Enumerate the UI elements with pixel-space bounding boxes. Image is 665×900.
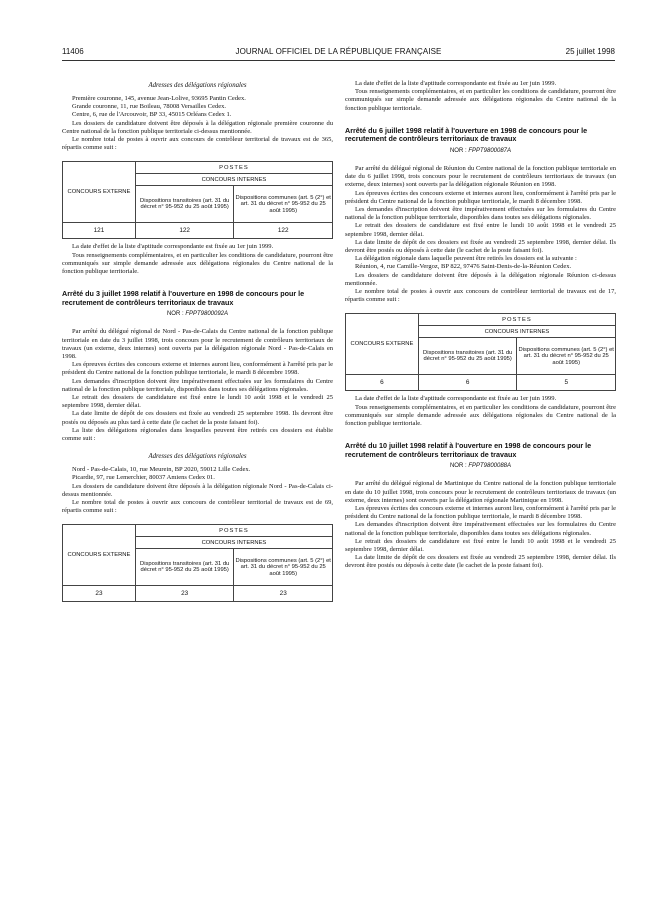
- left-column: [62, 80, 333, 606]
- table-header-postes: POSTES: [135, 525, 332, 537]
- paragraph: Les dossiers de candidature doivent être déposés à la délégation régionale Nord - Pas-de-Calais ci-dessus mentionnée.: [62, 482, 333, 498]
- issue-date: 25 juillet 1998: [565, 47, 615, 56]
- paragraph: Les dossiers de candidature doivent être déposés à la délégation régionale première couronne du Centre national de la fonction publique territoriale ci-dessus mentionnée.: [62, 119, 333, 135]
- table-value: 6: [346, 375, 419, 391]
- paragraph: Le retrait des dossiers de candidature est fixé entre le lundi 10 août 1998 et le vendredi 25 septembre 1998, dernier délai.: [345, 222, 616, 238]
- article-title: Arrêté du 6 juillet 1998 relatif à l'ouverture en 1998 de concours pour le recrutement de contrôleurs territoriaux de travaux: [345, 125, 588, 144]
- page-number: 11406: [62, 47, 84, 56]
- table-header-postes: POSTES: [135, 162, 332, 174]
- postes-table: [62, 161, 333, 239]
- table-cell-concours-externe: CONCOURS EXTERNE: [346, 314, 419, 375]
- table-value: 23: [234, 586, 333, 602]
- paragraph: Le nombre total de postes à ouvrir aux concours de contrôleur territorial de travaux est de 69, répartis comme suit :: [62, 499, 333, 515]
- paragraph: Le retrait des dossiers de candidature est fixé entre le lundi 10 août 1998 et le vendredi 25 septembre 1998, dernier délai.: [345, 537, 616, 554]
- address-line: Picardie, 97, rue Lemerchier, 80037 Amiens Cedex 01.: [72, 474, 215, 482]
- table-header-concours-internes: CONCOURS INTERNES: [418, 326, 615, 338]
- journal-title: JOURNAL OFFICIEL DE LA RÉPUBLIQUE FRANÇAISE: [235, 47, 442, 56]
- nor-reference: NOR : FPPT9800087A: [449, 148, 512, 154]
- paragraph: Le nombre total de postes à ouvrir aux concours de contrôleur territorial de travaux est de 17, répartis comme suit :: [345, 288, 616, 304]
- paragraph: La date limite de dépôt de ces dossiers est fixée au vendredi 25 septembre 1998, dernier délai. Ils devront être postés ou déposés à cette date (le cachet de la poste faisant foi).: [345, 238, 616, 255]
- paragraph: La liste des délégations régionales dans lesquelles peuvent être retirés ces dossiers est établie comme suit :: [62, 426, 333, 443]
- paragraph: La date d'effet de la liste d'aptitude correspondante est fixée au 1er juin 1999.: [355, 80, 557, 87]
- paragraph: Par arrêté du délégué régional de Réunion du Centre national de la fonction publique territoriale en date du 6 juillet 1998, trois concours pour le recrutement de contrôleurs territoriaux de travaux (un externe, deux internes) sont ouverts par la délégation régionale Réunion en 1998.: [345, 165, 616, 189]
- table-cell-dispositions-communes: Dispositions communes (art. 5 (2°) et art. 31 du décret n° 95-952 du 25 août 1995): [234, 549, 333, 586]
- paragraph: La date d'effet de la liste d'aptitude correspondante est fixée au 1er juin 1999.: [355, 395, 557, 403]
- paragraph: La date limite de dépôt de ces dossiers est fixée au vendredi 25 septembre 1998. Ils devront être postés ou déposés au plus tard à cette date (le cachet de la poste faisant foi).: [62, 410, 333, 426]
- paragraph: Les demandes d'inscription doivent être impérativement effectuées sur les formulaires du Centre national de la fonction publique territoriale, disponibles dans toutes ses délégations régionales.: [62, 377, 333, 393]
- table-cell-dispositions-transitoires: Dispositions transitoires (art. 31 du décret n° 95-952 du 25 août 1995): [418, 338, 517, 375]
- address-line: Grande couronne, 11, rue Boileau, 78008 Versailles Cedex.: [72, 103, 226, 111]
- paragraph: La date d'effet de la liste d'aptitude correspondante est fixée au 1er juin 1999.: [72, 243, 274, 251]
- paragraph: Tous renseignements complémentaires, et en particulier les conditions de candidature, pourront être communiqués sur simple demande adressée aux délégations régionales du Centre national de la fonction publique territoriale.: [62, 251, 333, 276]
- postes-table: [62, 524, 333, 602]
- article-title: Arrêté du 3 juillet 1998 relatif à l'ouverture en 1998 de concours pour le recrutement de contrôleurs territoriaux de travaux: [62, 289, 305, 307]
- table-value: 122: [234, 223, 333, 239]
- paragraph: Les dossiers de candidature doivent être déposés à la délégation régionale Réunion ci-dessus mentionnée.: [345, 271, 616, 287]
- table-cell-concours-externe: CONCOURS EXTERNE: [63, 525, 136, 586]
- address-line: Réunion, 4, rue Camille-Vergoz, BP 822, 97476 Saint-Denis-de-la-Réunion Cedex.: [355, 263, 572, 271]
- nor-reference: NOR : FPPT9800092A: [166, 311, 229, 318]
- paragraph: Par arrêté du délégué régional de Nord - Pas-de-Calais du Centre national de la fonction publique territoriale en date du 3 juillet 1998, trois concours pour le recrutement de contrôleurs territoriaux de travaux (un externe, deux internes) sont ouverts par la délégation régionale Nord - Pas-de-Calais en 1998.: [62, 328, 333, 361]
- table-header-concours-internes: CONCOURS INTERNES: [135, 537, 332, 549]
- paragraph: Les épreuves écrites des concours externe et internes auront lieu, conformément à l'arrêté pris par le président du Centre national de la fonction publique territoriale, le mardi 8 décembre 1998.: [345, 505, 616, 521]
- table-value: 122: [135, 223, 234, 239]
- table-cell-dispositions-transitoires: Dispositions transitoires (art. 31 du décret n° 95-952 du 25 août 1995): [135, 549, 234, 586]
- table-cell-concours-externe: CONCOURS EXTERNE: [63, 162, 136, 223]
- table-value: 23: [135, 586, 234, 602]
- postes-table: [345, 313, 616, 391]
- page-header: [62, 47, 615, 61]
- paragraph: La date limite de dépôt de ces dossiers est fixée au vendredi 25 septembre 1998, dernier délai. Ils devront être postés ou déposés à cette date (le cachet de la poste faisant foi).: [345, 554, 616, 570]
- address-line: Nord - Pas-de-Calais, 10, rue Meurein, BP 2020, 59012 Lille Cedex.: [72, 466, 251, 474]
- right-column: [345, 80, 616, 571]
- table-value: 23: [63, 586, 136, 602]
- article-title: Arrêté du 10 juillet 1998 relatif à l'ouverture en 1998 de concours pour le recrutement de contrôleurs territoriaux de travaux: [345, 441, 592, 459]
- section-heading: Adresses des délégations régionales: [148, 453, 247, 461]
- paragraph: Tous renseignements complémentaires, et en particulier les conditions de candidature, pourront être communiqués sur simple demande adressée aux délégations régionales du Centre national de la fonction publique territoriale.: [345, 88, 616, 112]
- paragraph: Tous renseignements complémentaires, et en particulier les conditions de candidature, pourront être communiqués sur simple demande adressée aux délégations régionales du Centre national de la fonction publique territoriale.: [345, 403, 616, 428]
- table-value: 121: [63, 223, 136, 239]
- table-value: 6: [418, 375, 517, 391]
- table-header-concours-internes: CONCOURS INTERNES: [135, 174, 332, 186]
- table-value: 5: [517, 375, 616, 391]
- address-line: Première couronne, 145, avenue Jean-Lolive, 93695 Pantin Cedex.: [72, 95, 246, 102]
- table-cell-dispositions-communes: Dispositions communes (art. 5 (2°) et art. 31 du décret n° 95-952 du 25 août 1995): [234, 186, 333, 223]
- paragraph: Les épreuves écrites des concours externe et internes auront lieu, conformément à l'arrêté pris par le président du Centre national de la fonction publique territoriale, le mardi 8 décembre 1998.: [62, 361, 333, 377]
- section-heading: Adresses des délégations régionales: [148, 82, 247, 89]
- paragraph: Le nombre total de postes à ouvrir aux concours de contrôleur territorial de travaux est de 365, répartis comme suit :: [62, 136, 333, 152]
- table-header-postes: POSTES: [418, 314, 615, 326]
- address-line: Centre, 6, rue de l'Arcouvoir, BP 33, 45015 Orléans Cedex 1.: [72, 111, 232, 119]
- table-cell-dispositions-communes: Dispositions communes (art. 5 (2°) et art. 31 du décret n° 95-952 du 25 août 1995): [517, 338, 616, 375]
- nor-reference: NOR : FPPT9800088A: [449, 463, 512, 470]
- paragraph: Les demandes d'inscription doivent être impérativement effectuées sur les formulaires du Centre national de la fonction publique territoriale, disponibles dans toutes ses délégations régionales.: [345, 206, 616, 222]
- paragraph: Le retrait des dossiers de candidature est fixé entre le lundi 10 août 1998 et le vendredi 25 septembre 1998, dernier délai.: [62, 394, 333, 410]
- paragraph: Les épreuves écrites des concours externe et internes auront lieu, conformément à l'arrêté pris par le président du Centre national de la fonction publique territoriale, le mardi 8 décembre 1998.: [345, 189, 616, 205]
- header-rule: [62, 60, 615, 61]
- paragraph: Par arrêté du délégué régional de Martinique du Centre national de la fonction publique territoriale en date du 10 juillet 1998, trois concours pour le recrutement de contrôleurs territoriaux de travaux (un externe, deux internes) sont ouverts par la délégation régionale Martinique en 1998.: [345, 480, 616, 504]
- table-cell-dispositions-transitoires: Dispositions transitoires (art. 31 du décret n° 95-952 du 25 août 1995): [135, 186, 234, 223]
- paragraph: La délégation régionale dans laquelle peuvent être retirés les dossiers est la suivante :: [355, 255, 577, 263]
- paragraph: Les demandes d'inscription doivent être impérativement effectuées sur les formulaires du Centre national de la fonction publique territoriale, disponibles dans toutes ses délégations régionales.: [345, 521, 616, 537]
